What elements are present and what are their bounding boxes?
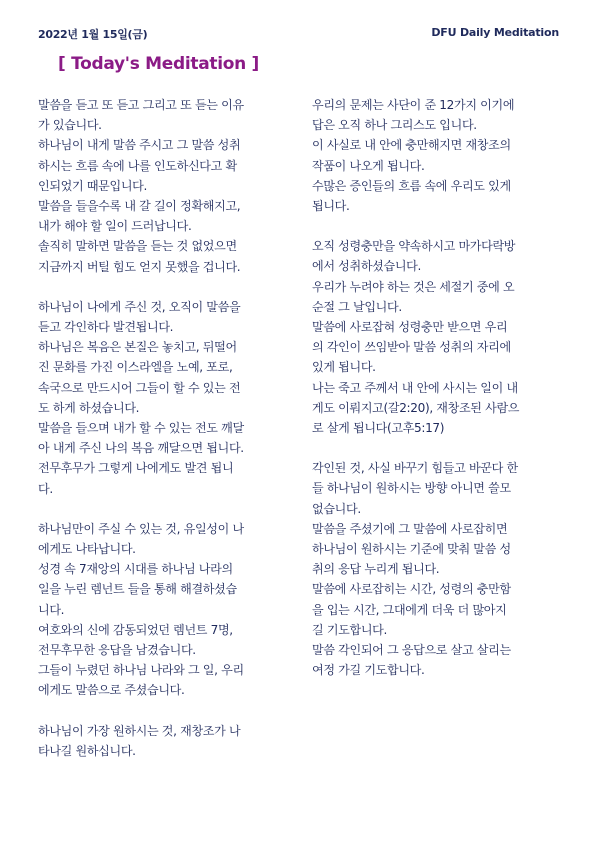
text-line: 말씀을 들을수록 내 갈 길이 정확해지고,	[38, 199, 241, 214]
text-line: 수많은 증인들의 흐름 속에 우리도 있게	[312, 178, 511, 193]
paragraph	[312, 458, 562, 680]
left-column	[38, 95, 288, 781]
text-line: 여정 가길 기도합니다.	[312, 663, 425, 678]
text-line: 도 하게 하셨습니다.	[38, 400, 140, 415]
text-line: 있게 됩니다.	[312, 360, 376, 375]
paragraph	[312, 236, 562, 438]
text-line: 됩니다.	[312, 199, 350, 214]
page-title: [ Today's Meditation ]	[58, 54, 260, 74]
text-line: 속국으로 만드시어 그들이 할 수 있는 전	[38, 380, 241, 395]
text-line: 나는 죽고 주께서 내 안에 사시는 일이 내	[312, 380, 518, 395]
brand-header: DFU Daily Meditation	[431, 26, 559, 39]
text-line: 각인된 것, 사실 바꾸기 힘들고 바꾼다 한	[312, 461, 518, 476]
paragraph	[312, 95, 562, 216]
text-line: 일을 누린 렘넌트 들을 통해 해결하셨습	[38, 582, 237, 597]
text-line: 의 각인이 쓰임받아 말씀 성취의 자리에	[312, 340, 511, 355]
text-line: 우리의 문제는 사단이 준 12가지 이기에	[312, 98, 515, 112]
text-line: 전무후무한 응답을 남겼습니다.	[38, 643, 196, 658]
text-line: 길 기도합니다.	[312, 622, 387, 637]
text-line: 말씀을 주셨기에 그 말씀에 사로잡히면	[312, 521, 508, 536]
text-line: 에서 성취하셨습니다.	[312, 259, 421, 274]
text-line: 에게도 말씀으로 주셨습니다.	[38, 683, 185, 698]
text-line: 다.	[38, 481, 53, 496]
text-line: 가 있습니다.	[38, 118, 102, 133]
text-line: 내가 해야 할 일이 드러납니다.	[38, 219, 192, 234]
text-line: 솔직히 말하면 말씀을 듣는 것 없었으면	[38, 239, 237, 254]
text-line: 타나길 원하십니다.	[38, 743, 136, 758]
text-line: 로 살게 됩니다(고후5:17)	[312, 421, 445, 436]
text-line: 말씀을 듣고 또 듣고 그리고 또 듣는 이유	[38, 98, 244, 112]
text-line: 오직 성령충만을 약속하시고 마가다락방	[312, 239, 516, 254]
text-line: 지금까지 버틸 힘도 얻지 못했을 겁니다.	[38, 259, 241, 274]
text-line: 답은 오직 하나 그리스도 입니다.	[312, 118, 477, 133]
text-line: 게도 이뤄지고(갈2:20), 재창조된 사람으	[312, 400, 520, 415]
text-line: 전무후무가 그렇게 나에게도 발견 됩니	[38, 461, 234, 476]
paragraph	[38, 95, 288, 277]
text-line: 이 사실로 내 안에 충만해지면 재창조의	[312, 138, 511, 153]
text-line: 없습니다.	[312, 501, 361, 516]
text-line: 여호와의 신에 감동되었던 렘넌트 7명,	[38, 622, 233, 637]
text-line: 하나님은 복음은 본질은 놓치고, 뒤떨어	[38, 340, 237, 355]
text-line: 에게도 나타납니다.	[38, 542, 136, 557]
text-line: 말씀 각인되어 그 응답으로 살고 살리는	[312, 643, 511, 658]
text-line: 취의 응답 누리게 됩니다.	[312, 562, 440, 577]
text-line: 하나님이 나에게 주신 것, 오직이 말씀을	[38, 299, 241, 314]
text-line: 말씀을 들으며 내가 할 수 있는 전도 깨달	[38, 421, 244, 436]
text-line: 진 문화를 가진 이스라엘을 노예, 포로,	[38, 360, 233, 375]
text-line: 하나님만이 주실 수 있는 것, 유일성이 나	[38, 521, 244, 536]
text-line: 그들이 누렸던 하나님 나라와 그 일, 우리	[38, 663, 244, 678]
paragraph	[38, 721, 288, 761]
text-line: 인되었기 때문입니다.	[38, 178, 147, 193]
text-line: 을 입는 시간, 그대에게 더욱 더 많아지	[312, 602, 507, 617]
paragraph	[38, 519, 288, 701]
text-line: 말씀에 사로잡혀 성령충만 받으면 우리	[312, 320, 508, 335]
paragraph	[38, 297, 288, 499]
text-line: 작품이 나오게 됩니다.	[312, 158, 425, 173]
text-line: 하나님이 내게 말씀 주시고 그 말씀 성취	[38, 138, 241, 153]
text-line: 성경 속 7재앙의 시대를 하나님 나라의	[38, 562, 233, 577]
text-line: 아 내게 주신 나의 복음 깨달으면 됩니다.	[38, 441, 244, 456]
text-line: 말씀에 사로잡히는 시간, 성령의 충만함	[312, 582, 511, 597]
text-line: 듣고 각인하다 발견됩니다.	[38, 320, 174, 335]
text-line: 하나님이 원하시는 기준에 맞춰 말씀 성	[312, 542, 511, 557]
right-column	[312, 95, 562, 700]
text-line: 하시는 흐름 속에 나를 인도하신다고 확	[38, 158, 237, 173]
text-line: 하나님이 가장 원하시는 것, 재창조가 나	[38, 723, 241, 738]
text-line: 니다.	[38, 602, 65, 617]
text-line: 우리가 누려야 하는 것은 세절기 중에 오	[312, 279, 515, 294]
text-line: 순절 그 날입니다.	[312, 299, 402, 314]
text-line: 들 하나님이 원하시는 방향 아니면 쓸모	[312, 481, 511, 496]
date-header: 2022년 1월 15일(금)	[38, 28, 148, 41]
